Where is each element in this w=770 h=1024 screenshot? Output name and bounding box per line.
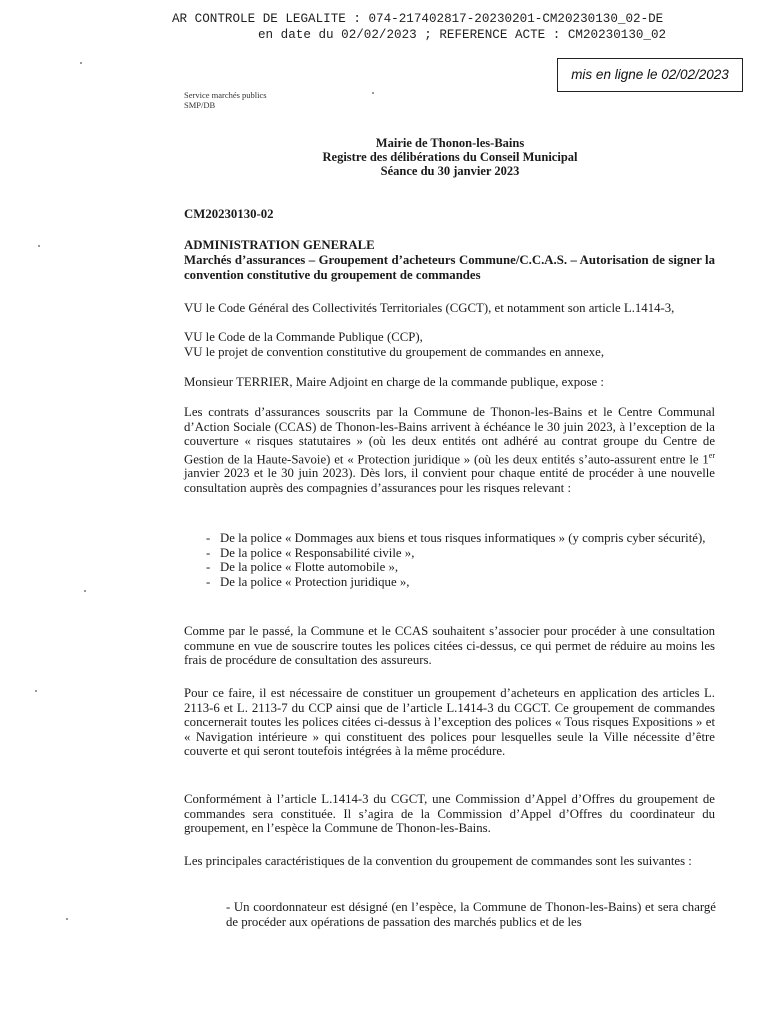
service-code: SMP/DB <box>184 100 216 110</box>
paragraph-groupement: Pour ce faire, il est nécessaire de constituer un groupement d’acheteurs en application des articles L. 2113-6 et L. 2113-7 du CCP ainsi que de l’article L.1414-3 du CGCT. Ce groupement de commandes concernerait toutes les polices citées ci-dessus à l’exception des polices « Tous risques Expositions » et « Navigation intérieure » qui constituent des polices pour lesquelles seule la Ville nécessite d’être couverte et qui seront toutefois intégrées à la même procédure. <box>184 686 715 758</box>
paragraph-association: Comme par le passé, la Commune et le CCAS souhaitent s’associer pour procéder à une consultation commune en vue de souscrire toutes les polices citées ci-dessus, ce qui permet de réduire au moins les frais de procédure de consultation des assureurs. <box>184 624 715 667</box>
service-name: Service marchés publics <box>184 90 267 100</box>
paragraph-caracteristiques: Les principales caractéristiques de la convention du groupement de commandes sont les suivantes : <box>184 854 692 868</box>
section-heading: ADMINISTRATION GENERALE <box>184 238 375 252</box>
policy-list <box>206 531 716 589</box>
expose-intro: Monsieur TERRIER, Maire Adjoint en charge de la commande publique, expose : <box>184 375 604 389</box>
scan-speck <box>66 918 68 920</box>
deliberation-ref: CM20230130-02 <box>184 207 274 221</box>
title-registre: Registre des délibérations du Conseil Municipal <box>322 150 578 164</box>
list-dash: - <box>226 900 234 914</box>
deliberation-subject: Marchés d’assurances – Groupement d’acheteurs Commune/C.C.A.S. – Autorisation de signer la convention constitutive du groupement de commandes <box>184 253 715 282</box>
vu-ccp: VU le Code de la Commande Publique (CCP), <box>184 330 423 344</box>
list-item: - De la police « Responsabilité civile », <box>206 546 716 561</box>
legality-header-line2: en date du 02/02/2023 ; REFERENCE ACTE : CM20230130_02 <box>258 28 667 42</box>
list-item: Un coordonnateur est désigné (en l’espèce, la Commune de Thonon-les-Bains) et sera chargé de procéder aux opérations de passation des marchés publics et de les <box>226 900 716 929</box>
scan-speck <box>80 62 82 64</box>
scan-speck <box>84 590 86 592</box>
paragraph-contracts: Les contrats d’assurances souscrits par la Commune de Thonon-les-Bains et le Centre Communal d’Action Sociale (CCAS) de Thonon-les-Bains arrivent à échéance le 30 juin 2023, à l’exception de la couverture « risques statutaires » (où les deux entités ont adhéré au contrat groupe du Centre de Gestion de la Haute-Savoie) et « Protection juridique » (où les deux entités s’auto-assurent entre le 1er janvier 2023 et le 30 juin 2023). Dès lors, il convient pour chaque entité de procéder à une nouvelle consultation auprès des compagnies d’assurances pour les risques relevant : <box>184 405 715 495</box>
coordinator-item <box>226 900 716 929</box>
paragraph-commission: Conformément à l’article L.1414-3 du CGCT, une Commission d’Appel d’Offres du groupement de commandes sera constituée. Il s’agira de la Commission d’Appel d’Offres du coordinateur du groupement, en l’espèce la Commune de Thonon-les-Bains. <box>184 792 715 835</box>
scan-speck <box>35 690 37 692</box>
ordinal-suffix: er <box>708 450 715 460</box>
publication-stamp: mis en ligne le 02/02/2023 <box>557 58 743 92</box>
list-item: - De la police « Protection juridique », <box>206 575 716 590</box>
legality-header-line1: AR CONTROLE DE LEGALITE : 074-217402817-20230201-CM20230130_02-DE <box>172 12 664 26</box>
scan-speck <box>38 245 40 247</box>
vu-convention: VU le projet de convention constitutive du groupement de commandes en annexe, <box>184 345 605 359</box>
vu-cgct: VU le Code Général des Collectivités Territoriales (CGCT), et notamment son article L.1414-3, <box>184 301 675 315</box>
title-seance: Séance du 30 janvier 2023 <box>380 164 520 178</box>
list-item: - De la police « Flotte automobile », <box>206 560 716 575</box>
title-mairie: Mairie de Thonon-les-Bains <box>375 136 525 150</box>
list-item: - De la police « Dommages aux biens et tous risques informatiques » (y compris cyber sécurité), <box>206 531 716 546</box>
scan-speck <box>372 92 374 94</box>
